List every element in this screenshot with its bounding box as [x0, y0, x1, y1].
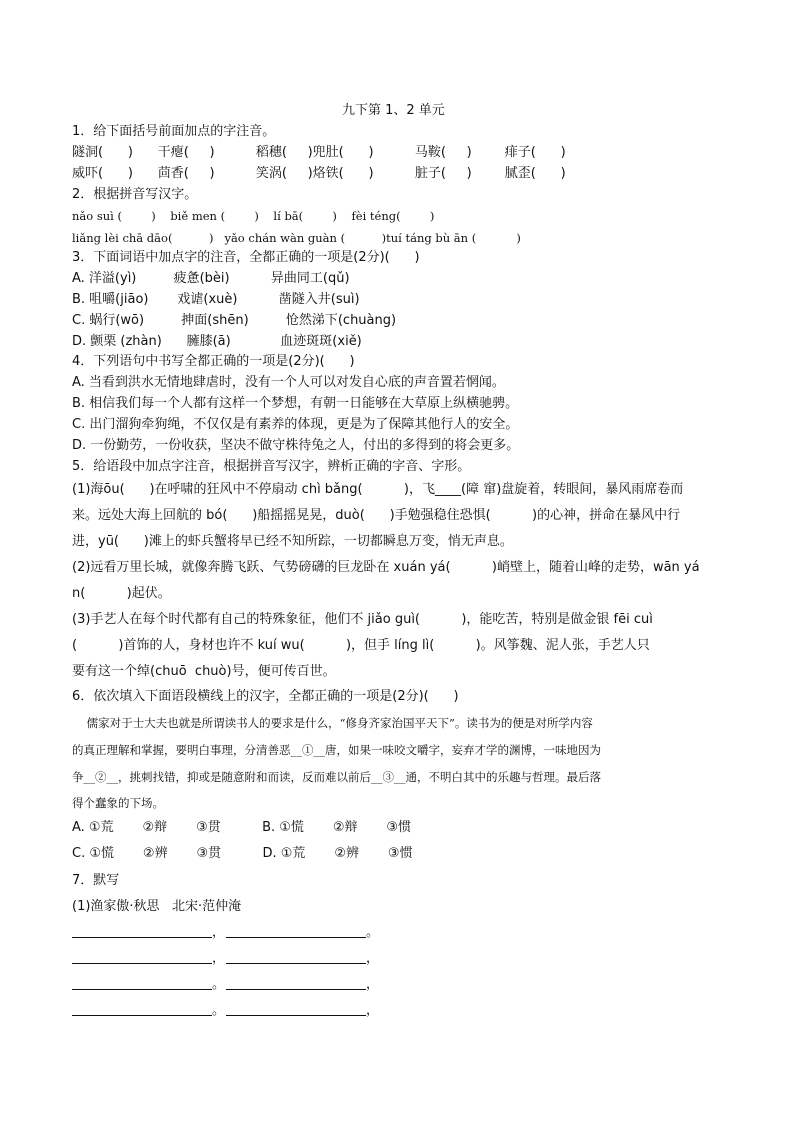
q3-option-b: B. 咀嚼(jiāo) 戏谑(xuè) 凿隧入井(suì)	[72, 292, 360, 307]
blank-punctuation: ，	[212, 925, 226, 940]
q6-passage-line3: 争__②__，挑刺找错，抑或是随意附和而读，反而难以前后__③__通，不明白其中的乐趣与哲理。最后落	[72, 770, 601, 784]
q5-passage3-line2: ( )首饰的人，身材也许不 kuí wu( )，但手 líng lì( )。风筝魏、泥人张，手艺人只	[72, 638, 650, 653]
q1-row1: 隧洞( ) 干瘪( ) 稻穗( )兜肚( ) 马鞍( ) 痱子( )	[72, 145, 566, 160]
q6-passage-line1: 儒家对于士大夫也就是所谓读书人的要求是什么，“修身齐家治国平天下”。读书为的便是对所学内容	[72, 716, 593, 730]
q5-passage2-line1: (2)远看万里长城，就像奔腾飞跃、气势磅礴的巨龙卧在 xuán yá( )峭壁上，随着山峰的走势，wān yá	[72, 560, 700, 575]
q6-options-row2: C. ①慌 ②辨 ③贯 D. ①荒 ②辨 ③惯	[72, 846, 413, 861]
q2-stem: 2．根据拼音写汉字。	[72, 187, 198, 202]
q4-option-d: D. 一份勤劳，一份收获，坚决不做守株待兔之人，付出的多得到的将会更多。	[72, 438, 520, 453]
q5-passage1-line2: 来。远处大海上回航的 bó( )船摇摇晃晃，duò( )手勉强稳住恐惧( )的心神，拼命在暴风中行	[72, 508, 681, 523]
q7-stem: 7．默写	[72, 873, 120, 888]
dictation-blank[interactable]	[72, 963, 212, 964]
q6-passage-line4: 得个蠢象的下场。	[72, 796, 164, 810]
blank-punctuation: 。	[366, 925, 380, 940]
blank-punctuation: ，	[366, 951, 380, 966]
q5-stem: 5．给语段中加点字注音，根据拼音写汉字，辨析正确的字音、字形。	[72, 459, 471, 474]
q6-options-row1: A. ①荒 ②辩 ③贯 B. ①慌 ②辩 ③惯	[72, 820, 412, 835]
q3-option-d: D. 颤栗 (zhàn) 臃膝(ā) 血迹斑斑(xiě)	[72, 334, 362, 349]
dictation-blank[interactable]	[72, 1015, 212, 1016]
q4-option-a: A. 当看到洪水无情地肆虐时，没有一个人可以对发自心底的声音置若惘闻。	[72, 375, 505, 390]
q5-passage3-line3: 要有这一个绰(chuō chuò)号，便可传百世。	[72, 664, 336, 679]
q1-row2: 威吓( ) 茴香( ) 笑涡( )烙铁( ) 脏子( ) 腻歪( )	[72, 166, 566, 181]
q4-option-b: B. 相信我们每一个人都有这样一个梦想，有朝一日能够在大草原上纵横驰骋。	[72, 396, 519, 411]
q2-row2: liǎng lèi chā dāo( ) yǎo chán wàn guàn ( )tuí táng bù ān ( )	[72, 231, 521, 245]
q2-row1: nǎo suì ( ) biě men ( ) lí bā( ) fèi téng( )	[72, 209, 435, 223]
dictation-blank[interactable]	[72, 937, 212, 938]
q6-passage-line2: 的真正理解和掌握，要明白事理，分清善恶__①__唐，如果一味咬文嚼字，妄弃才学的渊博，一味地因为	[72, 743, 601, 757]
blank-punctuation: ，	[366, 977, 380, 992]
q3-option-c: C. 蜗行(wō) 抻面(shēn) 怆然涕下(chuàng)	[72, 313, 397, 328]
dictation-blank[interactable]	[226, 989, 366, 990]
q6-stem: 6．依次填入下面语段横线上的汉字，全都正确的一项是(2分)( )	[72, 689, 459, 704]
dictation-blank[interactable]	[72, 989, 212, 990]
dictation-blank[interactable]	[226, 963, 366, 964]
q3-stem: 3．下面词语中加点字的注音，全都正确的一项是(2分)( )	[72, 250, 420, 265]
dictation-blank[interactable]	[226, 937, 366, 938]
q4-stem: 4．下列语句中书写全都正确的一项是(2分)( )	[72, 354, 355, 369]
q5-passage1-line1: (1)海ōu( )在呼啸的狂风中不停扇动 chì bǎng( )，飞____(障 窜)盘旋着，转眼间，暴风雨席卷而	[72, 482, 684, 497]
dictation-blank[interactable]	[226, 1015, 366, 1016]
q7-poem-heading: (1)渔家傲·秋思 北宋·范仲淹	[72, 899, 242, 914]
blank-punctuation: 。	[212, 977, 226, 992]
q4-option-c: C. 出门溜狗牵狗绳，不仅仅是有素养的体现，更是为了保障其他行人的安全。	[72, 417, 519, 432]
q5-passage2-line2: n( )起伏。	[72, 586, 171, 601]
blank-punctuation: 。	[212, 1003, 226, 1018]
blank-punctuation: ，	[212, 951, 226, 966]
q5-passage1-line3: 进，yū( )滩上的虾兵蟹将早已经不知所踪，一切都瞬息万变，悄无声息。	[72, 534, 513, 549]
q3-option-a: A. 洋溢(yì) 疲惫(bèi) 异曲同工(qǔ)	[72, 271, 350, 286]
q1-stem: 1．给下面括号前面加点的字注音。	[72, 124, 276, 139]
blank-punctuation: ，	[366, 1003, 380, 1018]
q5-passage3-line1: (3)手艺人在每个时代都有自己的特殊象征，他们不 jiǎo guì( )，能吃苦，特别是做金银 fēi cuì	[72, 612, 653, 627]
page-title: 九下第 1、2 单元	[342, 103, 445, 118]
